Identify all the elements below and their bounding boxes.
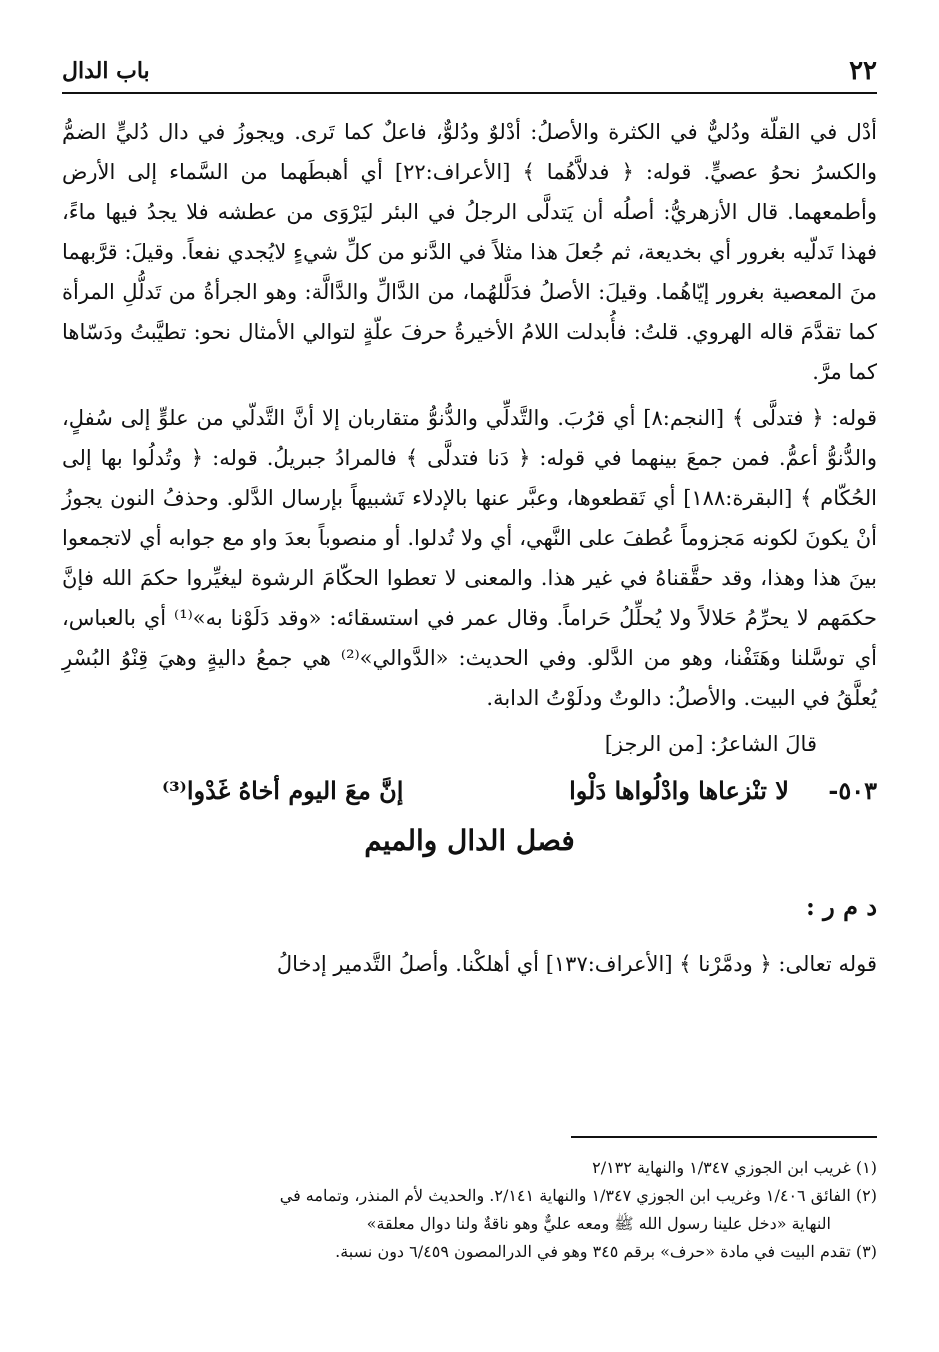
poem-verse: [62, 772, 877, 820]
footnote: [62, 1238, 877, 1266]
footnote-number: (٢): [855, 1186, 877, 1205]
footnote-text: الفائق ١/٤٠٦ وغريب ابن الجوزي ١/٣٤٧ والنهاية ٢/١٤١. والحديث لأم المنذر، وتمامه في: [279, 1186, 851, 1205]
footnote: [62, 1182, 877, 1238]
section-title: فصل الدال والميم: [364, 824, 575, 857]
paragraph: قوله: ﴿ فتدلَّى ﴾ [النجم:٨] أي قرُبَ. والتَّدلِّي والدُّنوُّ متقاربان إلا أنَّ التَّدلّي من علوٍّ إلى سُفلٍ، والدُّنوُّ أعمُّ. فمن جمعَ بينهما في قوله: ﴿ دَنا فتدلَّى ﴾ فالمرادُ جبريلُ. قوله: ﴿ وتُدلُوا بها إلى الحُكّام ﴾ [البقرة:١٨٨] أي تَقطعوها، وعبَّر عنها بالإدلاء تَشبيهاً بإرسال الدَّلو. وحذفُ النون يجوزُ أنْ يكونَ لكونه مَجزوماً عُطفَ على النَّهي، أي ولا تُدلوا. أو منصوباً بعدَ واو مع جوابه أي لاتجمعوا بينَ هذا وهذا، وقد حقَّقناهُ في غير هذا. والمعنى لا تعطوا الحكّامَ الرشوة ليغيِّروا حكمَ الله فإنَّ حكمَهم لا يحرِّمُ حَلالاً ولا يُحلِّلُ حَراماً. وقال عمر في استسقائه: «وقد دَلَوْنا به»⁽¹⁾ أي بالعباس، أي توسَّلنا وهَتَفْنا، وهو من الدَّلو. وفي الحديث: «الدَّوالي»⁽²⁾ هي جمعُ داليةٍ وهيَ قِنْوُ البُسْرِ يُعلَّقُ في البيت. والأصلُ: دالوتٌ ودلَوْتُ الدابة.: [62, 406, 878, 710]
paragraph: قوله تعالى: ﴿ ودمَّرْنا ﴾ [الأعراف:١٣٧] أي أهلكْنا. وأصلُ التَّدمير إدخالُ: [276, 952, 877, 976]
footnote-divider: [571, 1136, 877, 1138]
footnote-continuation: النهاية «دخل علينا رسول الله ﷺ ومعه عليٌّ وهو ناقةٌ ولنا دوال معلقة»: [366, 1214, 831, 1233]
chapter-title: باب الدال: [62, 58, 150, 84]
page-header: [62, 52, 877, 94]
footnote-text: غريب ابن الجوزي ١/٣٤٧ والنهاية ٢/١٣٢: [592, 1158, 851, 1177]
verse-second-hemistich: إنَّ معَ اليوم أخاهُ غَدْوا⁽³⁾: [162, 776, 404, 805]
footnote-text: تقدم البيت في مادة «حرف» برقم ٣٤٥ وهو في الدرالمصون ٦/٤٥٩ دون نسبة.: [335, 1242, 851, 1261]
verse-first-hemistich: لا تنْزعاها وادْلُواها دَلْوا: [569, 776, 789, 805]
main-text: [62, 112, 877, 984]
footnote-number: (١): [855, 1158, 877, 1177]
poem-intro: قالَ الشاعرُ: [من الرجز]: [604, 732, 817, 756]
footnote-number: (٣): [855, 1242, 877, 1261]
footnotes: [62, 1154, 877, 1266]
root-heading: د م ر :: [805, 892, 877, 921]
footnote: [62, 1154, 877, 1182]
paragraph: أدْل في القلّة ودُليٌّ في الكثرة والأصلُ: أدْلوٌ ودُلوٌّ، فاعلٌ كما تَرى. ويجوزُ في دال دُليٍّ الضمُّ والكسرُ نحوُ عصيٍّ. قوله: ﴿ فدلاَّهُما ﴾ [الأعراف:٢٢] أي أهبطَهما من السَّماء إلى الأرض وأطمعهما. قال الأزهريُّ: أصلُه أن يَتدلَّى الرجلُ في البئر ليَرْوَى من عطشه فلا يجدُ فيها ماءً، فهذا تَدلّيه بغرور أي بخديعة، ثم جُعلَ هذا مثلاً في الدَّنو من كلِّ شيءٍ لايُجدي نفعاً. وقيلَ: قرَّبهما منَ المعصية بغرور إيّاهُما. وقيلَ: الأصلُ فدَلَّلهُما، من الدَّالِّ والدَّالَّة: وهو الجرأةُ من تَدلُّلِ المرأة كما تقدَّمَ قاله الهروي. قلتُ: فأُبدلت اللامُ الأخيرةُ حرفَ علّةٍ لتوالي الأمثال نحو: تطيَّبتُ ودَسّاها كما مرَّ.: [62, 120, 878, 384]
page-number: ٢٢: [849, 56, 877, 86]
verse-number: ٥٠٣-: [828, 776, 877, 805]
